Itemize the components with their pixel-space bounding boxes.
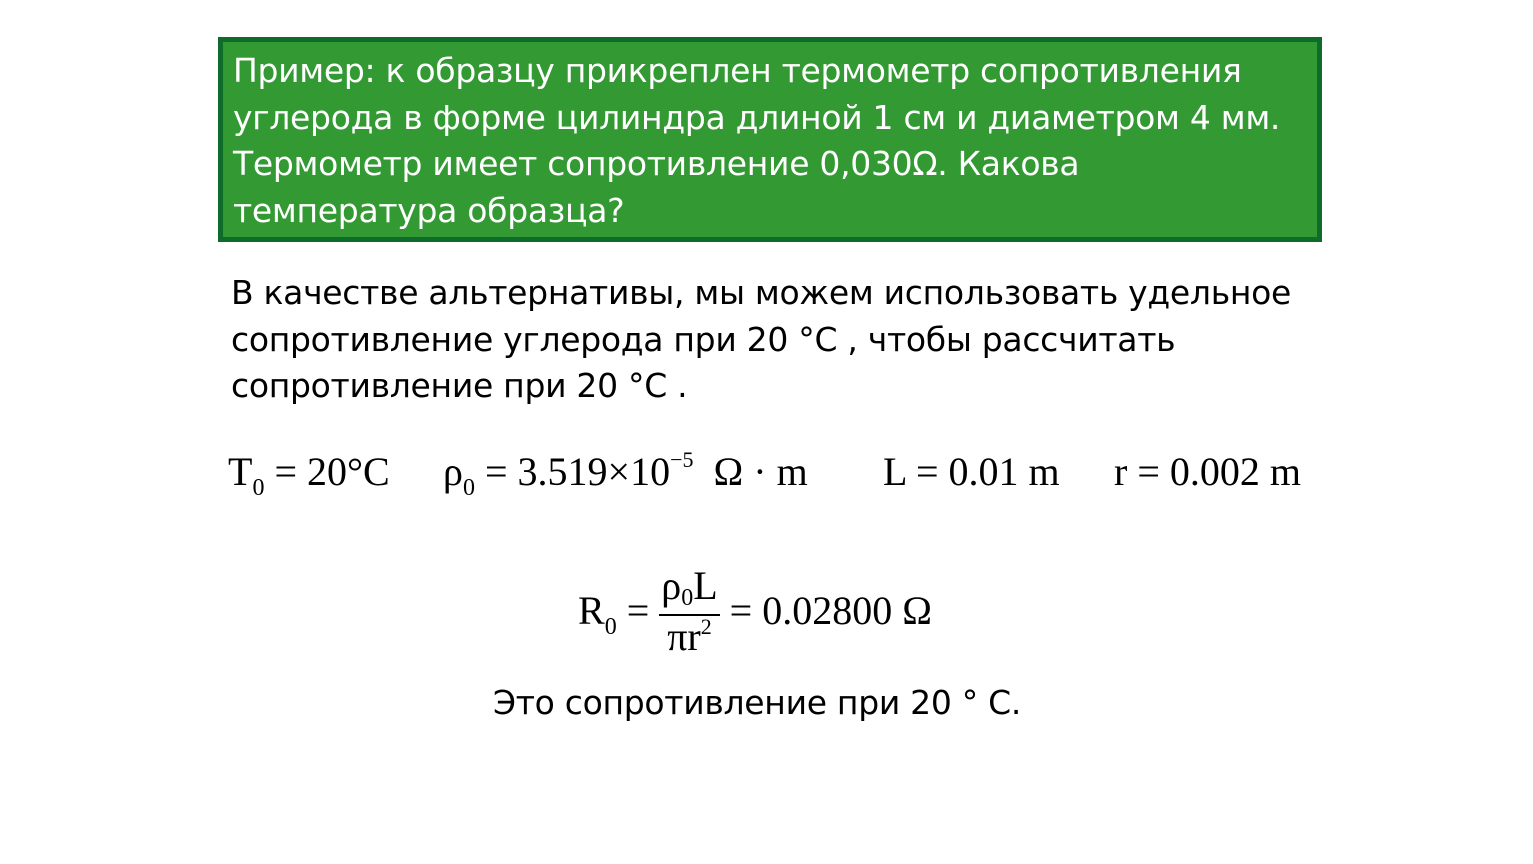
problem-statement-box <box>218 37 1322 242</box>
problem-line-3: Термометр имеет сопротивление 0,030Ω. Какова <box>233 144 1080 183</box>
num-length: L <box>693 563 718 608</box>
r0-subscript: 0 <box>604 614 617 641</box>
r0-symbol: R <box>578 588 605 634</box>
problem-line-1: Пример: к образцу прикреплен термометр сопротивления <box>233 51 1242 90</box>
num-subscript: 0 <box>681 585 694 611</box>
rho0-symbol: ρ <box>443 449 463 494</box>
resistance-formula <box>578 563 932 664</box>
num-rho: ρ <box>661 563 682 608</box>
formula-equals: = <box>626 588 650 634</box>
rho0-exponent: −5 <box>670 447 694 472</box>
den-pi-r: πr <box>667 614 701 659</box>
rho0-value: = 3.519×10 <box>484 449 671 494</box>
problem-line-2: углерода в форме цилиндра длиной 1 см и диаметром 4 мм. <box>233 97 1281 137</box>
formula-fraction <box>659 563 719 664</box>
t0-subscript: 0 <box>252 475 265 501</box>
conclusion-text: Это сопротивление при 20 ° C. <box>493 683 1022 722</box>
t0-value: = 20°C <box>274 449 390 494</box>
rho0-subscript: 0 <box>462 475 475 501</box>
given-length: L = 0.01 m <box>883 449 1060 494</box>
alternative-paragraph <box>231 270 1291 410</box>
alternative-line-1: В качестве альтернативы, мы можем использовать удельное <box>231 273 1292 312</box>
t0-symbol: T <box>228 449 253 494</box>
problem-line-4: температура образца? <box>233 190 625 230</box>
fraction-denominator <box>659 616 719 664</box>
fraction-numerator <box>659 563 719 616</box>
given-t0 <box>228 449 390 501</box>
rho0-unit: Ω · m <box>713 449 808 494</box>
given-rho0 <box>443 447 808 501</box>
den-exponent: 2 <box>700 614 712 639</box>
given-radius: r = 0.002 m <box>1114 449 1301 494</box>
alternative-line-2: сопротивление углерода при 20 °C , чтобы рассчитать <box>231 319 1176 359</box>
formula-result: = 0.02800 Ω <box>729 588 932 634</box>
alternative-line-3: сопротивление при 20 °C . <box>231 366 688 405</box>
